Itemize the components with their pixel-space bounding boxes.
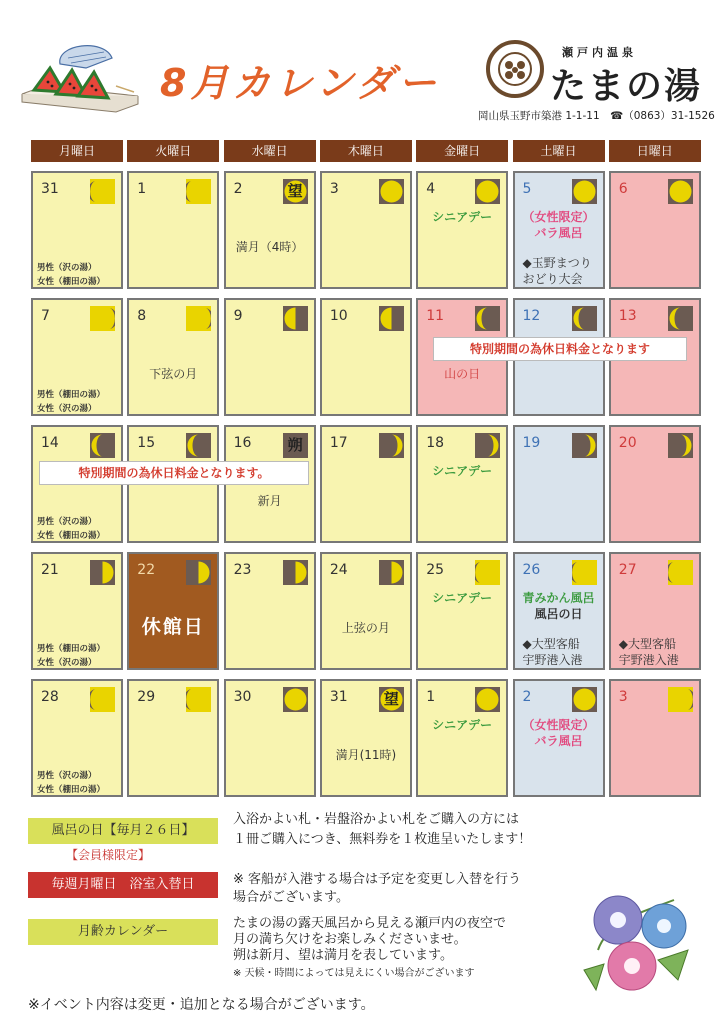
day-number: 6	[618, 181, 628, 197]
day-note: 青みかん風呂	[522, 591, 595, 605]
weekday-4: 金曜日	[416, 140, 508, 162]
furo-text-2: １冊ご購入につき、無料券を１枚進呈いたします！	[233, 832, 532, 847]
bath-assignment: 女性（棚田の湯）	[37, 531, 106, 541]
weekday-2: 水曜日	[224, 140, 316, 162]
day-note: シニアデー	[432, 210, 493, 224]
furo-day-label: 風呂の日【毎月２６日】	[28, 818, 218, 844]
calendar-day-cell	[513, 425, 605, 543]
day-number: 31	[329, 689, 348, 705]
page-header	[0, 0, 724, 130]
calendar-day-cell	[127, 171, 219, 289]
logo-name: たまの湯	[550, 65, 703, 107]
day-number: 4	[426, 181, 436, 197]
calendar-day-cell	[31, 171, 123, 289]
bath-assignment: 男性（沢の湯）	[37, 263, 97, 273]
weekday-3: 木曜日	[320, 140, 412, 162]
member-only-note: 【会員様限定】	[66, 848, 151, 862]
day-number: 16	[233, 435, 252, 451]
page-title: 8月カレンダー	[160, 61, 440, 105]
moon-phase-icon	[572, 306, 597, 331]
calendar-day-cell	[513, 679, 605, 797]
day-number: 26	[522, 562, 541, 578]
day-number: 29	[137, 689, 156, 705]
moon-phase-icon	[186, 687, 211, 712]
moon-phase-icon	[283, 560, 308, 585]
moon-phase-icon	[475, 687, 500, 712]
calendar-day-cell	[320, 552, 412, 670]
moon-phase-icon	[475, 179, 500, 204]
day-number: 31	[41, 181, 59, 197]
day-number: 1	[137, 181, 147, 197]
moon-phase-label: 朔	[287, 436, 303, 454]
moon-phase-icon	[572, 179, 597, 204]
moon-phase-icon	[379, 433, 404, 458]
day-event-secondary: 宇野港入港	[618, 653, 679, 667]
day-number: 15	[137, 435, 156, 451]
calendar-day-cell	[416, 679, 508, 797]
day-note: シニアデー	[432, 718, 493, 732]
day-event: ◆大型客船	[522, 637, 580, 651]
moon-phase-icon	[668, 560, 693, 585]
moon-phase-icon	[475, 433, 500, 458]
calendar-day-cell	[320, 171, 412, 289]
logo-subtitle: 瀬戸内温泉	[562, 46, 637, 59]
moon-phase-label: 望	[383, 690, 399, 708]
moon-phase-icon	[572, 560, 597, 585]
day-number: 19	[522, 435, 541, 451]
day-note-secondary: 風呂の日	[534, 607, 583, 621]
day-note-secondary: バラ風呂	[534, 734, 583, 748]
day-note: シニアデー	[432, 464, 493, 478]
day-event-secondary: おどり大会	[522, 272, 583, 286]
day-event: ◆玉野まつり	[522, 256, 592, 270]
weekday-header	[31, 140, 701, 162]
day-number: 9	[233, 308, 243, 324]
moon-phase-icon	[90, 306, 115, 331]
day-number: 24	[329, 562, 348, 578]
moon-phase-icon	[186, 433, 211, 458]
moon-phase-icon	[186, 560, 211, 585]
calendar-day-cell	[127, 679, 219, 797]
calendar-day-cell	[224, 552, 316, 670]
calendar-day-cell	[127, 298, 219, 416]
day-note: 満月(11時)	[335, 748, 397, 762]
day-number: 20	[618, 435, 637, 451]
calendar-day-cell	[513, 171, 605, 289]
day-note: 新月	[257, 494, 282, 508]
moon-phase-icon	[90, 560, 115, 585]
day-note: 満月（4時）	[235, 240, 304, 254]
calendar-day-cell	[609, 425, 701, 543]
calendar-day-cell	[31, 552, 123, 670]
logo-emblem-icon	[486, 40, 544, 98]
day-note: 上弦の月	[341, 621, 390, 635]
moon-phase-icon	[90, 433, 115, 458]
bath-assignment: 女性（棚田の湯）	[37, 785, 106, 795]
bath-assignment: 男性（沢の湯）	[37, 771, 97, 781]
day-number: 18	[426, 435, 445, 451]
calendar-day-cell	[416, 425, 508, 543]
day-note: 下弦の月	[149, 367, 198, 381]
monday-swap-label: 毎週月曜日 浴室入替日	[28, 872, 218, 898]
day-number: 30	[233, 689, 252, 705]
weekday-0: 月曜日	[31, 140, 123, 162]
calendar-day-cell	[320, 425, 412, 543]
event-disclaimer: ※イベント内容は変更・追加となる場合がございます。	[28, 997, 375, 1013]
closed-day-label: 休館日	[141, 616, 205, 638]
moon-phase-icon	[572, 433, 597, 458]
moon-calendar-label: 月齢カレンダー	[28, 919, 218, 945]
weekday-5: 土曜日	[513, 140, 605, 162]
day-number: 27	[618, 562, 637, 578]
calendar-day-cell	[609, 171, 701, 289]
calendar-day-cell	[609, 679, 701, 797]
day-number: 1	[426, 689, 436, 705]
moon-text-1: たまの湯の露天風呂から見える瀬戸内の夜空で	[233, 916, 507, 931]
bath-assignment: 女性（沢の湯）	[37, 658, 97, 668]
bath-assignment: 男性（沢の湯）	[37, 517, 97, 527]
moon-phase-icon	[668, 179, 693, 204]
calendar-day-cell	[224, 298, 316, 416]
day-number: 10	[329, 308, 348, 324]
moon-phase-icon	[379, 179, 404, 204]
day-number: 12	[522, 308, 541, 324]
calendar-day-cell	[224, 171, 316, 289]
day-event-secondary: 宇野港入港	[522, 653, 583, 667]
monday-text-1: ※ 客船が入港する場合は予定を変更し入替を行う	[233, 872, 522, 887]
day-note: シニアデー	[432, 591, 493, 605]
calendar-day-cell	[127, 552, 219, 670]
moon-text-4: ※ 天候・時間によっては見えにくい場合がございます	[233, 968, 475, 979]
moon-text-2: 月の満ち欠けをお楽しみくださいませ。	[233, 932, 467, 947]
holiday-rate-banner: 特別期間の為休日料金となります	[433, 337, 687, 361]
watermelon-illustration	[16, 38, 144, 118]
moon-phase-icon	[475, 560, 500, 585]
day-number: 28	[41, 689, 59, 705]
moon-phase-icon	[379, 306, 404, 331]
moon-phase-icon	[283, 687, 308, 712]
calendar-day-cell	[416, 552, 508, 670]
moon-phase-icon	[668, 433, 693, 458]
moon-phase-icon	[668, 306, 693, 331]
bath-assignment: 男性（棚田の湯）	[37, 644, 106, 654]
moon-phase-label: 望	[287, 182, 303, 200]
day-number: 3	[329, 181, 339, 197]
day-number: 11	[426, 308, 445, 324]
day-number: 2	[233, 181, 243, 197]
calendar-day-cell	[31, 679, 123, 797]
furo-text-1: 入浴かよい札・岩盤浴かよい札をご購入の方には	[233, 812, 520, 827]
day-note-secondary: バラ風呂	[534, 226, 583, 240]
calendar-grid	[31, 171, 701, 797]
moon-phase-icon	[90, 179, 115, 204]
day-number: 8	[137, 308, 147, 324]
bath-assignment: 女性（棚田の湯）	[37, 277, 106, 287]
weekday-1: 火曜日	[127, 140, 219, 162]
moon-text-3: 朔は新月、望は満月を表しています。	[233, 948, 453, 963]
calendar-day-cell	[31, 298, 123, 416]
bath-assignment: 男性（棚田の湯）	[37, 390, 106, 400]
day-number: 22	[137, 562, 156, 578]
day-note: （女性限定）	[522, 210, 595, 224]
day-number: 14	[41, 435, 59, 451]
day-number: 21	[41, 562, 59, 578]
address: 岡山県玉野市築港 1-1-11 ☎（0863）31-1526	[478, 110, 715, 122]
calendar-day-cell	[416, 171, 508, 289]
day-number: 5	[522, 181, 532, 197]
day-number: 13	[618, 308, 637, 324]
moon-phase-icon	[90, 687, 115, 712]
morning-glory-illustration	[578, 880, 698, 1000]
day-number: 2	[522, 689, 532, 705]
moon-phase-icon	[379, 560, 404, 585]
day-number: 17	[329, 435, 348, 451]
calendar-day-cell	[513, 552, 605, 670]
calendar-day-cell	[320, 298, 412, 416]
moon-phase-icon	[668, 687, 693, 712]
calendar-day-cell	[320, 679, 412, 797]
moon-phase-icon	[186, 179, 211, 204]
day-number: 7	[41, 308, 50, 324]
day-note: （女性限定）	[522, 718, 595, 732]
calendar-day-cell	[609, 552, 701, 670]
moon-phase-icon	[186, 306, 211, 331]
day-number: 23	[233, 562, 252, 578]
calendar-day-cell	[224, 679, 316, 797]
bath-assignment: 女性（沢の湯）	[37, 404, 97, 414]
holiday-rate-banner: 特別期間の為休日料金となります。	[39, 461, 309, 485]
day-event: ◆大型客船	[618, 637, 677, 651]
day-number: 25	[426, 562, 445, 578]
moon-phase-icon	[283, 306, 308, 331]
moon-phase-icon	[475, 306, 500, 331]
moon-phase-icon	[572, 687, 597, 712]
day-note: 山の日	[444, 367, 481, 381]
day-number: 3	[618, 689, 628, 705]
weekday-6: 日曜日	[609, 140, 701, 162]
monday-text-2: 場合がございます。	[233, 890, 349, 905]
